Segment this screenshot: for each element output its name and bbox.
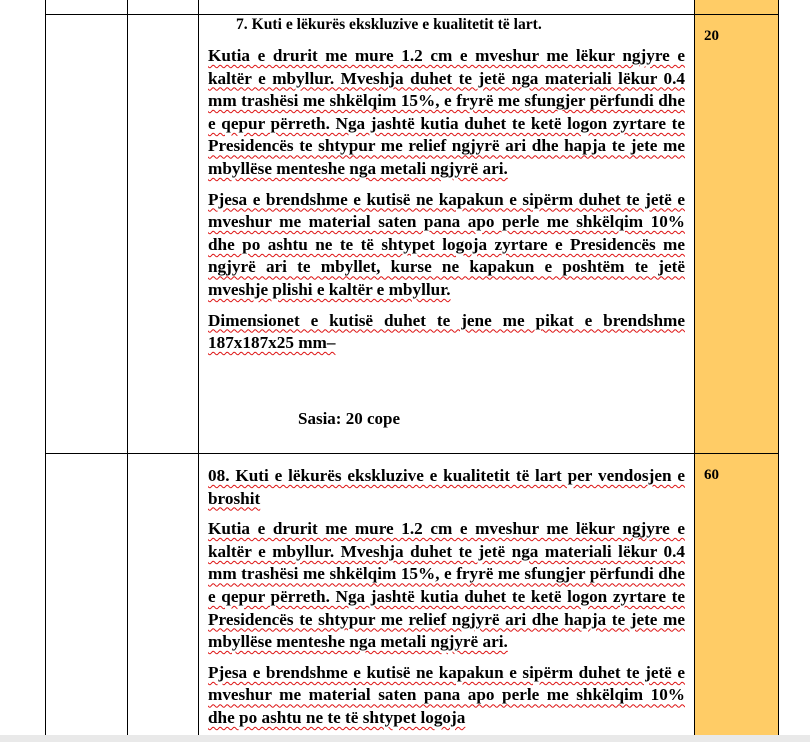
item-7-quantity-label: Sasia: 20 cope bbox=[298, 409, 400, 428]
item-7-paragraph-2: Pjesa e brendshme e kutisë ne kapakun e sipërm duhet te jetë e mveshur me material saten pana apo perle me shkëlqim 10% dhe po ashtu ne te të shtypet logoja zyrtare e Presidencës me ngjyrë ari te mbyllet, kurse ne kapakun e poshtëm te jetë mveshje plishi e kaltër e mbyllur. bbox=[208, 189, 685, 299]
page-bottom-edge bbox=[0, 735, 810, 742]
table-border-left bbox=[45, 0, 46, 742]
table-border-col2 bbox=[198, 0, 199, 742]
table-border-right bbox=[778, 0, 779, 742]
item-8-paragraph-2: Pjesa e brendshme e kutisë ne kapakun e sipërm duhet te jetë e mveshur me material saten pana apo perle me shkëlqim 10% dhe po ashtu ne te të shtypet logoja bbox=[208, 662, 685, 727]
row-border-top bbox=[45, 14, 779, 15]
row-border-middle bbox=[45, 453, 779, 454]
item-7-quantity: 20 bbox=[704, 28, 719, 44]
item-8-paragraph-1: Kutia e drurit me mure 1.2 cm e mveshur me lëkur ngjyre e kaltër e mbyllur. Mveshja duhet te jetë nga materiali lëkur 0.4 mm trashësi me shkëlqim 15%, e fryrë me sfungjer përfundi dhe e qepur përreth. Nga jashtë kutia duhet te ketë logon zyrtare te Presidencës te shtypur me relief ngjyrë ari dhe hapja te jete me mbyllëse menteshe nga metali ngjyrë ari. bbox=[208, 519, 685, 652]
item-7-heading: 7. Kuti e lëkurës ekskluzive e kualitetit të lart. bbox=[236, 16, 542, 33]
item-7-description bbox=[208, 45, 685, 363]
item-8-heading: 08. Kuti e lëkurës ekskluzive e kualitetit të lart per vendosjen e broshit bbox=[208, 466, 685, 508]
table-border-col1 bbox=[127, 0, 128, 742]
item-7-paragraph-1: Kutia e drurit me mure 1.2 cm e mveshur me lëkur ngjyre e kaltër e mbyllur. Mveshja duhet te jetë nga materiali lëkur 0.4 mm trashësi me shkëlqim 15%, e fryrë me sfungjer përfundi dhe e qepur përreth. Nga jashtë kutia duhet te ketë logon zyrtare te Presidencës te shtypur me relief ngjyrë ari dhe hapja te jete me mbyllëse menteshe nga metali ngjyrë ari. bbox=[208, 46, 685, 178]
quantity-column bbox=[694, 0, 778, 742]
table-border-col3 bbox=[694, 0, 695, 742]
item-7-paragraph-3: Dimensionet e kutisë duhet te jene me pikat e brendshme 187x187x25 mm– bbox=[208, 310, 685, 353]
item-8-quantity: 60 bbox=[704, 467, 719, 483]
item-8-description bbox=[208, 465, 685, 738]
